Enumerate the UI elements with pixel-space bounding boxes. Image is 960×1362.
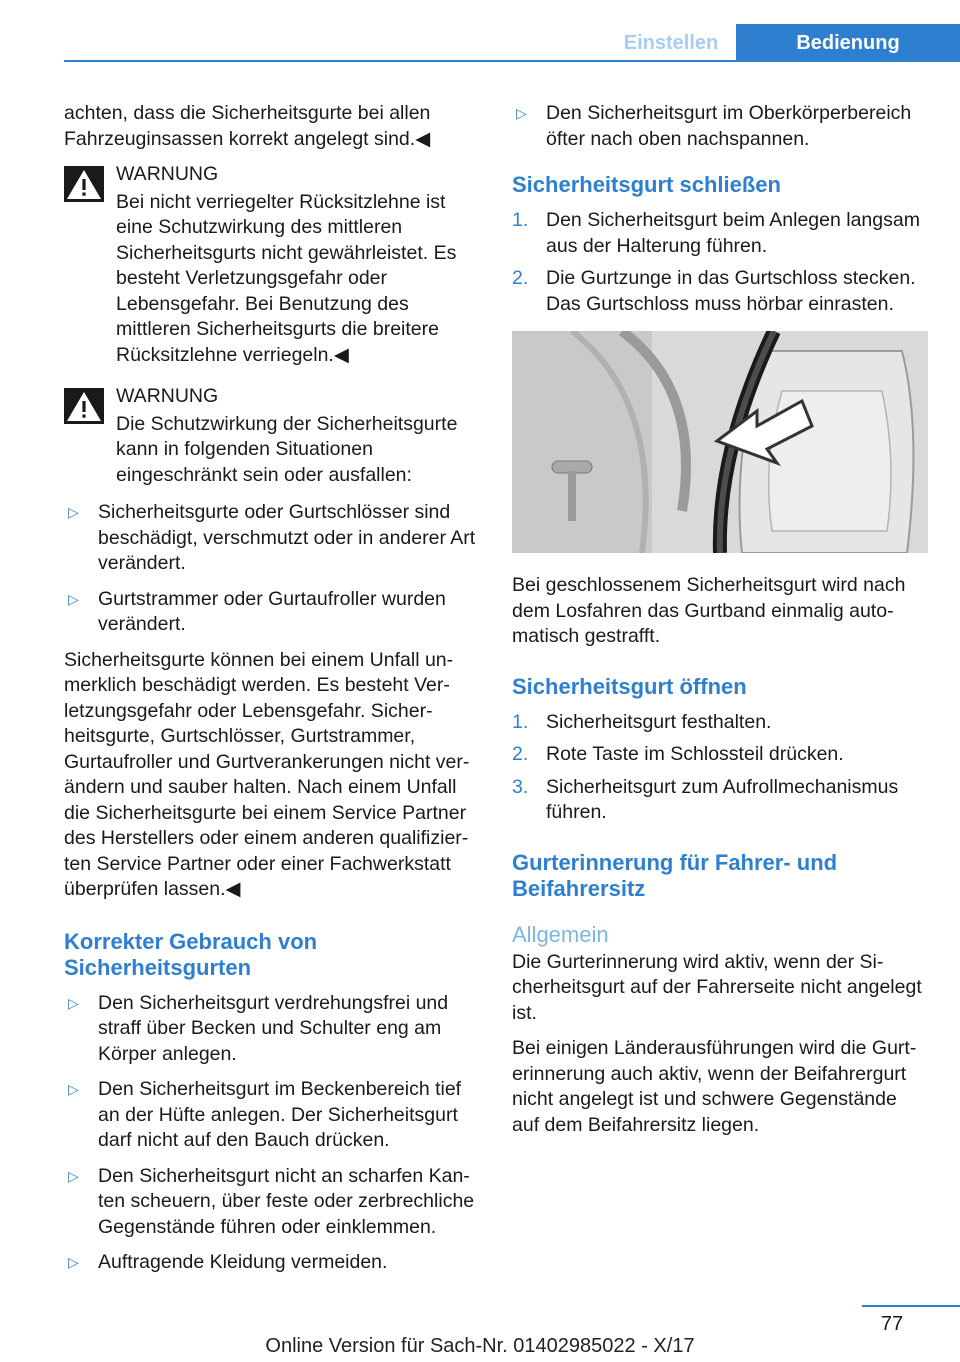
auto-tension-text: Bei geschlossenem Sicherheitsgurt wird nach dem Losfahren das Gurtband einmalig automatisch gestrafft. <box>512 574 906 647</box>
seatbelt-illustration <box>512 331 928 553</box>
warning-box-2 <box>64 384 478 488</box>
triangle-bullet-icon: ▷ <box>68 590 79 607</box>
seatbelt-image-icon <box>512 331 928 553</box>
usage-list <box>64 991 478 1276</box>
step-item: 2. Rote Taste im Schlossteil drücken. <box>512 743 844 765</box>
warning-title: WARNUNG <box>116 385 219 407</box>
warning-followup: Sicherheitsgurte können bei einem Unfall unmerklich beschädigt werden. Es besteht Verletzungsgefahr oder Lebensgefahr. Sicherheitsgurte, Gurtschlösser, Gurtstrammer, Gurtaufroller und Gurtverankerungen nicht verändern und sauber halten. Nach einem Unfall die Sicherheitsgurte bei einem Service Partner des Herstellers oder einem anderen qualifizierten Service Partner oder einer Fachwerkstatt überprüfen lassen.◀ <box>64 648 470 900</box>
step-item: 1. Sicherheitsgurt festhalten. <box>512 710 772 733</box>
triangle-bullet-icon: ▷ <box>516 105 527 121</box>
triangle-bullet-icon: ▷ <box>68 1081 79 1097</box>
page-number: 77 <box>880 1313 904 1335</box>
right-column <box>512 101 928 1148</box>
section-heading-usage: Korrekter Gebrauch von Sicherheitsgurten <box>64 928 318 980</box>
step-item: 1. Den Sicherheitsgurt beim Anlegen langsam aus der Halterung führen. <box>512 209 920 257</box>
warning-title: WARNUNG <box>116 163 219 185</box>
triangle-bullet-icon: ▷ <box>68 994 79 1011</box>
warning-body: Bei nicht verriegelter Rücksitzlehne ist eine Schutzwirkung des mittleren Sicherheitsgurts nicht gewährleistet. Es besteht Verletzungsgefahr oder Lebensgefahr. Bei Benutzung des mittleren Sicherheitsgurts die breitere Rücksitzlehne verriegeln.◀ <box>116 190 457 366</box>
open-steps <box>512 710 928 826</box>
warning-triangle-icon <box>64 166 104 202</box>
list-item: ▷ Den Sicherheitsgurt im Beckenbereich tief an der Hüfte anlegen. Der Sicherheitsgurt darf nicht auf den Bauch drücken. <box>68 1078 462 1151</box>
left-column <box>64 101 478 1286</box>
triangle-bullet-icon: ▷ <box>68 504 79 520</box>
warning-body: Die Schutzwirkung der Sicherheitsgurte kann in folgenden Situationen eingeschränkt sein oder ausfallen: <box>116 412 458 486</box>
footer-rule <box>862 1305 960 1307</box>
section-heading-open: Sicherheitsgurt öffnen <box>512 673 747 699</box>
triangle-bullet-icon: ▷ <box>68 1254 79 1270</box>
subheading-general: Allgemein <box>512 921 609 947</box>
close-steps <box>512 208 928 317</box>
triangle-bullet-icon: ▷ <box>68 1167 79 1184</box>
list-item: ▷ Den Sicherheitsgurt im Oberkörperbereich öfter nach oben nachspannen. <box>516 102 912 150</box>
step-item: 2. Die Gurtzunge in das Gurtschloss stecken. Das Gurtschloss muss hörbar einrasten. <box>512 267 916 315</box>
list-item: ▷ Den Sicherheitsgurt verdrehungsfrei und straff über Becken und Schulter eng am Körper anlegen. <box>68 991 449 1065</box>
section-heading-close: Sicherheitsgurt schließen <box>512 172 781 197</box>
warning-box-1 <box>64 162 478 368</box>
list-item: ▷ Auftragende Kleidung vermeiden. <box>64 1250 478 1276</box>
tab-bedienung[interactable]: Bedienung <box>736 24 960 60</box>
warning-list <box>64 500 478 638</box>
list-item: ▷ Gurtstrammer oder Gurtaufroller wurden verändert. <box>68 587 446 635</box>
online-version-note: Online Version für Sach-Nr. 01402985022 - X/17 <box>265 1335 695 1357</box>
step-item: 3. Sicherheitsgurt zum Aufrollmechanismus führen. <box>512 775 899 823</box>
general-paragraph-2: Bei einigen Länderausführungen wird die Gurterinnerung auch aktiv, wenn der Beifahrergurt nicht angelegt ist und schwere Gegenstände auf dem Beifahrersitz liegen. <box>512 1037 917 1136</box>
header-rule <box>64 60 960 62</box>
list-item: ▷ Den Sicherheitsgurt nicht an scharfen Kanten scheuern, über feste oder zerbrechliche Gegenstände führen oder einklemmen. <box>68 1164 475 1238</box>
intro-text: achten, dass die Sicherheitsgurte bei allen Fahrzeuginsassen korrekt angelegt sind.◀ <box>64 102 431 150</box>
tension-list <box>512 101 928 152</box>
general-paragraph-1: Die Gurterinnerung wird aktiv, wenn der Sicherheitsgurt auf der Fahrerseite nicht angelegt ist. <box>512 950 922 1024</box>
list-item: ▷ Sicherheitsgurte oder Gurtschlösser sind beschädigt, verschmutzt oder in anderer Art verändert. <box>68 501 476 574</box>
tab-einstellen[interactable]: Einstellen <box>623 32 719 54</box>
warning-triangle-icon <box>64 388 104 424</box>
section-heading-reminder: Gurterinnerung für Fahrer- und Beifahrersitz <box>512 849 838 901</box>
